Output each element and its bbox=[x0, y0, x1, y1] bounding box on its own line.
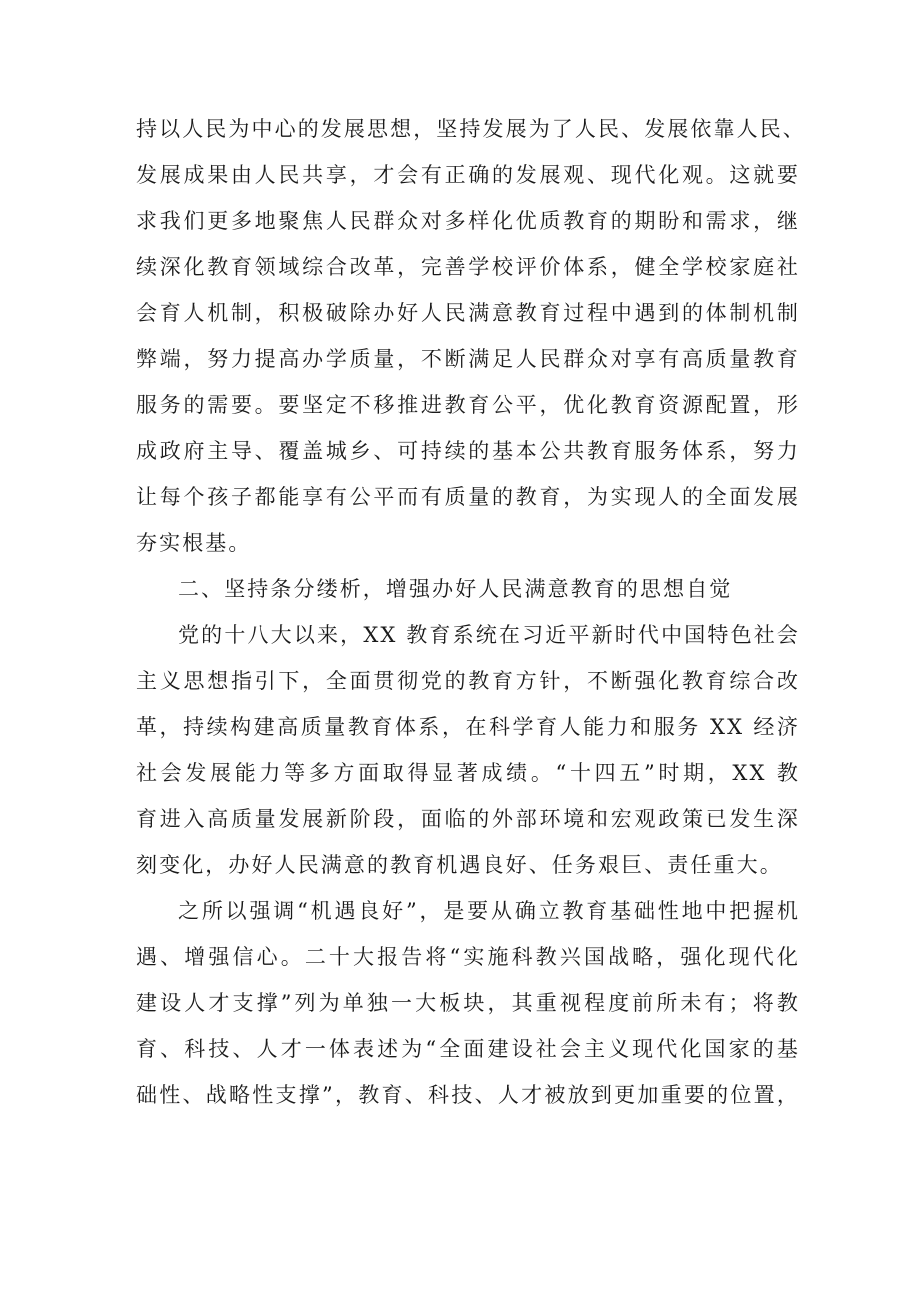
text-line: 遇、增强信心。二十大报告将“实施科教兴国战略，强化现代化 bbox=[136, 945, 800, 969]
paragraph bbox=[136, 888, 800, 1118]
text-line: 让每个孩子都能享有公平而有质量的教育，为实现人的全面发展 bbox=[136, 485, 800, 509]
text-line: 育、科技、人才一体表述为“全面建设社会主义现代化国家的基 bbox=[136, 1037, 800, 1061]
text-line: 之所以强调“机遇良好”，是要从确立教育基础性地中把握机 bbox=[178, 899, 800, 923]
text-line: 会育人机制，积极破除办好人民满意教育过程中遇到的体制机制 bbox=[136, 301, 800, 325]
paragraph bbox=[136, 612, 800, 888]
text-line: 成政府主导、覆盖城乡、可持续的基本公共教育服务体系，努力 bbox=[136, 439, 800, 463]
text-line: 刻变化，办好人民满意的教育机遇良好、任务艰巨、责任重大。 bbox=[136, 853, 783, 877]
text-line: 发展成果由人民共享，才会有正确的发展观、现代化观。这就要 bbox=[136, 163, 800, 187]
text-line: 求我们更多地聚焦人民群众对多样化优质教育的期盼和需求，继 bbox=[136, 209, 800, 233]
text-line: 育进入高质量发展新阶段，面临的外部环境和宏观政策已发生深 bbox=[136, 807, 800, 831]
text-line: 主义思想指引下，全面贯彻党的教育方针，不断强化教育综合改 bbox=[136, 669, 800, 693]
text-line: 二、坚持条分缕析，增强办好人民满意教育的思想自觉 bbox=[178, 577, 733, 601]
text-line: 持以人民为中心的发展思想，坚持发展为了人民、发展依靠人民、 bbox=[136, 117, 806, 141]
text-line: 续深化教育领域综合改革，完善学校评价体系，健全学校家庭社 bbox=[136, 255, 800, 279]
text-line: 党的十八大以来，XX 教育系统在习近平新时代中国特色社会 bbox=[178, 623, 800, 647]
section-heading bbox=[136, 566, 800, 612]
text-line: 建设人才支撑”列为单独一大板块，其重视程度前所未有；将教 bbox=[136, 991, 800, 1015]
text-line: 服务的需要。要坚定不移推进教育公平，优化教育资源配置，形 bbox=[136, 393, 800, 417]
text-line: 础性、战略性支撑”，教育、科技、人才被放到更加重要的位置， bbox=[136, 1083, 800, 1107]
text-line: 社会发展能力等多方面取得显著成绩。“十四五”时期，XX 教 bbox=[136, 761, 800, 785]
paragraph bbox=[136, 106, 806, 566]
text-line: 革，持续构建高质量教育体系，在科学育人能力和服务 XX 经济 bbox=[136, 715, 800, 739]
text-line: 夯实根基。 bbox=[136, 531, 252, 555]
document-body bbox=[136, 106, 806, 1118]
text-line: 弊端，努力提高办学质量，不断满足人民群众对享有高质量教育 bbox=[136, 347, 800, 371]
